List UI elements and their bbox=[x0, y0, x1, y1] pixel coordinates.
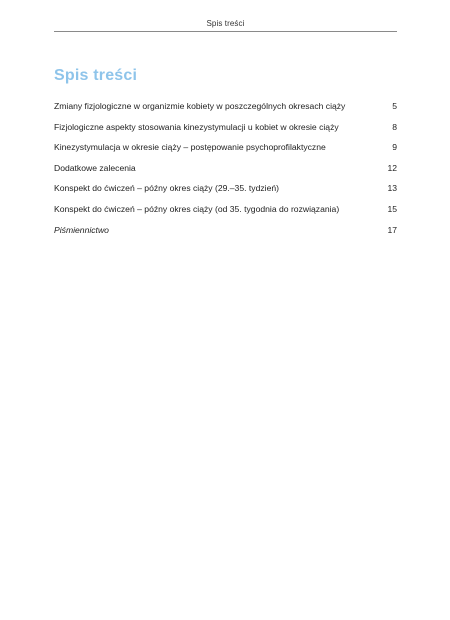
toc-entry[interactable] bbox=[54, 183, 397, 204]
toc-entry-label: Zmiany fizjologiczne w organizmie kobiety w poszczególnych okresach ciąży bbox=[54, 101, 346, 111]
toc-entry-label: Dodatkowe zalecenia bbox=[54, 162, 136, 173]
toc-entry-page: 13 bbox=[387, 183, 397, 194]
toc-entry-label: Konspekt do ćwiczeń – późny okres ciąży (29.–35. tydzień) bbox=[54, 183, 279, 194]
toc-entry-page: 12 bbox=[387, 162, 397, 173]
toc-entry[interactable] bbox=[54, 204, 397, 225]
toc-entry-bibliography[interactable] bbox=[54, 225, 397, 246]
toc-title: Spis treści bbox=[54, 67, 138, 84]
toc-entry-page: 8 bbox=[392, 121, 397, 132]
toc-entry[interactable] bbox=[54, 101, 397, 122]
toc-entry[interactable] bbox=[54, 142, 397, 163]
toc-entry-label: Piśmiennictwo bbox=[54, 224, 109, 235]
toc-list bbox=[54, 101, 397, 245]
toc-entry-label: Konspekt do ćwiczeń – późny okres ciąży (od 35. tygodnia do rozwiązania) bbox=[54, 203, 340, 214]
header-divider bbox=[54, 31, 397, 32]
running-header: Spis treści bbox=[206, 19, 245, 28]
toc-entry-label: Fizjologiczne aspekty stosowania kinezystymulacji u kobiet w okresie ciąży bbox=[54, 121, 339, 132]
toc-entry-page: 15 bbox=[387, 203, 397, 214]
toc-entry-label: Kinezystymulacja w okresie ciąży – postępowanie psychoprofilaktyczne bbox=[54, 142, 326, 153]
toc-entry[interactable] bbox=[54, 122, 397, 143]
toc-entry[interactable] bbox=[54, 163, 397, 184]
toc-entry-page: 17 bbox=[387, 224, 397, 235]
toc-entry-page: 5 bbox=[392, 101, 397, 111]
toc-entry-page: 9 bbox=[392, 142, 397, 153]
